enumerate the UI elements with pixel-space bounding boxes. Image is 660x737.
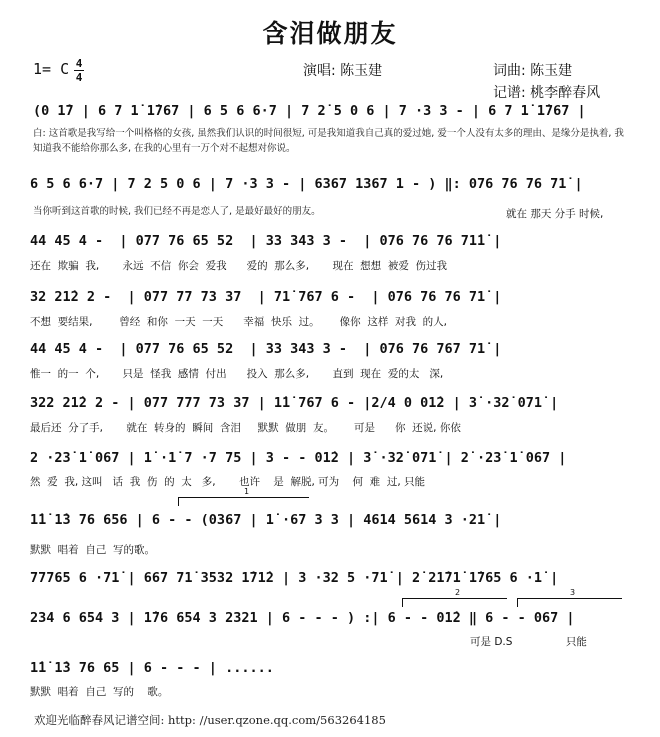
score-row-2-lyrics: 不想 要结果, 曾经 和你 一天 一天 幸福 快乐 过。 像你 这样 对我 的人, — [30, 316, 448, 328]
volta-2 — [402, 588, 507, 607]
intro-narration-1: 白: 这首歌是我写给一个叫格格的女孩, 虽然我们认识的时间很短, 可是我知道我自己真的爱过她, 爱一个人没有太多的理由、是缘分是执着, 我知道我不能给你那么多, 在我的心里有一万个对不起想对你说。 — [33, 128, 624, 154]
time-signature — [74, 58, 84, 83]
intro-narration-2: 当你听到这首歌的时候, 我们已经不再是恋人了, 是最好最好的朋友。 — [33, 206, 321, 217]
score-row-3-lyrics: 惟一 的一 个, 只是 怪我 感情 付出 投入 那么多, 直到 现在 爱的太 深, — [30, 368, 444, 380]
key-signature: 1= C — [33, 60, 70, 78]
score-row-4-notes: 322 21̇2 2 - | 077 777 73 37 | 1̇1̇ 767 6 - |2/4 0 01̇2 | 3̇ ·32̇ 071̇ | — [30, 395, 559, 411]
composer-credit: 词曲: 陈玉建 — [493, 63, 573, 79]
volta-3-label: 3 — [570, 588, 576, 597]
score-row-2-notes: 32 21̇2 2 - | 077 77 73 37 | 71̇ 767 6 - | 076 76 76 71̇ | — [30, 289, 502, 305]
volta-3 — [517, 588, 622, 607]
score-row-1-notes: 44 45 4 - | 077 76 65 52 | 33 343 3 - | 076 76 76 71̇1̇ | — [30, 233, 502, 249]
score-row-8-notes: 234 6 654 3 | 1̇76 654 3 2321 | 6 - - - ) :| 6 - - 01̇2 ‖ 6 - - 067 | — [30, 610, 575, 626]
score-row-3-notes: 44 45 4 - | 077 76 65 52 | 33 343 3 - | 076 76 767 71̇ | — [30, 341, 502, 357]
score-row-6-lyrics: 默默 唱着 自己 写的歌。 — [30, 544, 156, 556]
time-signature-bottom: 4 — [75, 71, 83, 84]
singer-credit: 演唱: 陈玉建 — [303, 63, 383, 79]
score-row-1-lyrics: 还在 欺骗 我, 永远 不信 你会 爱我 爱的 那么多, 现在 想想 被爱 伤过我 — [30, 260, 448, 272]
intro-notes-line-1: (0 1̇7 | 6 7 1̇ 1̇767 | 6 5 6 6·7 | 7 2̇ 5 0 6 | 7 ·3 3 - | 6 7 1̇ 1̇767 | — [33, 103, 586, 119]
footer-credit: 欢迎光临醉春风记谱空间: http: //user.qzone.qq.com/563264185 — [34, 713, 386, 727]
score-row-4-lyrics: 最后还 分了手, 就在 转身的 瞬间 含泪 默默 做朋 友。 可是 你 还说, 你依 — [30, 422, 461, 434]
score-row-5-notes: 2 ·23̇ 1̇ 067 | 1̇ ·1̇ 7 ·7 75 | 3 - - 01̇2 | 3̇ ·32̇ 071̇ | 2̇ ·23̇ 1̇ 067 | — [30, 450, 567, 466]
transcriber-credit: 记谱: 桃李醉春风 — [493, 85, 601, 101]
score-row-9-notes: 1̇1̇ 1̇3 76 65 | 6 - - - | ...... — [30, 660, 282, 676]
volta-1 — [178, 487, 309, 506]
score-row-8-lyrics: 可是 D.S 只能 — [470, 636, 587, 648]
song-title: 含泪做朋友 — [262, 19, 398, 48]
score-row-9-lyrics: 默默 唱着 自己 写的 歌。 — [30, 686, 169, 698]
intro-notes-line-2: 6 5 6 6·7 | 7 2 5 0 6 | 7 ·3 3 - | 6367 1367 1 - ) ‖: 076 76 76 71̇ | — [30, 176, 583, 192]
score-row-7-notes: 77765 6 ·71̇ | 667 71̇ 3532 1̇71̇2 | 3 ·32 5 ·71̇ | 2̇ 21̇71̇ 1̇765 6 ·1̇ | — [30, 570, 559, 586]
score-row-5-lyrics: 然 爱 我, 这叫 话 我 伤 的 太 多, 也许 是 解脱, 可为 何 难 过, 只能 — [30, 476, 426, 488]
time-signature-top: 4 — [75, 57, 83, 70]
volta-2-label: 2 — [455, 588, 461, 597]
intro-lyric-2: 就在 那天 分手 时候, — [506, 208, 604, 220]
score-row-6-notes: 1̇1̇ 1̇3 76 656 | 6 - - (0367 | 1̇ ·67 3 3 | 4614 5614 3 ·21̇ | — [30, 512, 502, 528]
volta-1-label: 1 — [244, 487, 250, 496]
